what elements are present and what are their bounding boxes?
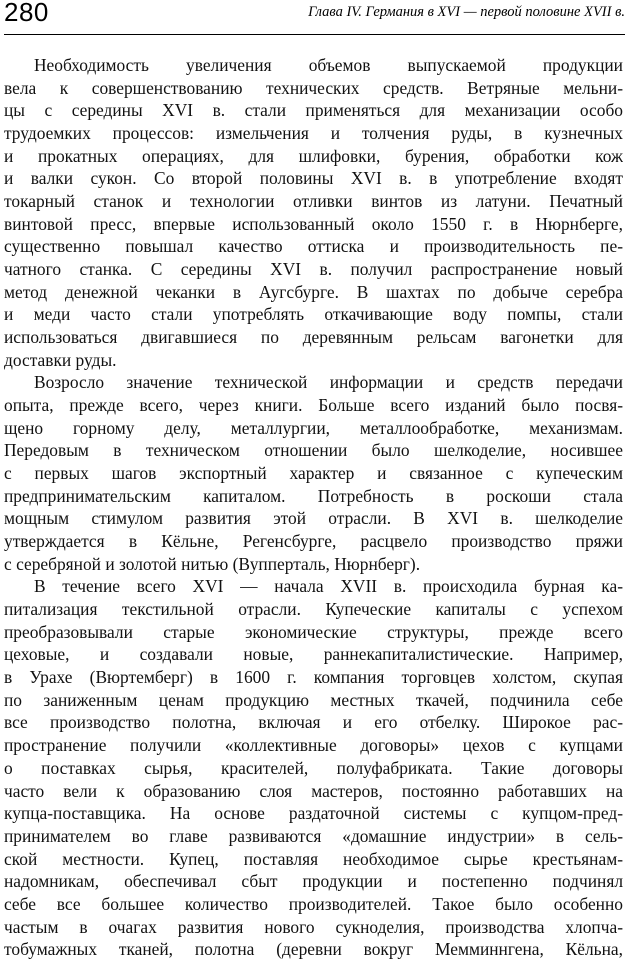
text-line: мощным стимулом развития этой отрасли. В XVI в. шелкоделие <box>4 508 623 529</box>
text-line: купца-поставщика. На основе раздаточной системы с купцом-пред- <box>4 803 623 824</box>
text-line: частым в очагах развития нового сукноделия, производства хлопча- <box>4 916 623 937</box>
text-line: использоваться двигавшиеся по деревянным рельсам вагонетки для <box>4 327 623 348</box>
running-head: Глава IV. Германия в XVI — первой половине XVII в. <box>308 4 625 20</box>
text-line: и прокатных операциях, для шлифовки, бурения, обработки кож <box>4 145 623 166</box>
text-line: питализация текстильной отрасли. Купеческие капиталы с успехом <box>4 599 623 620</box>
text-line: утверждается в Кёльне, Регенсбурге, расцвело производство пряжи <box>4 531 623 552</box>
text-line: вела к совершенствованию технических средств. Ветряные мельни- <box>4 77 623 98</box>
text-line: существенно повышал качество оттиска и производительность пе- <box>4 236 623 257</box>
text-line: пространение получили «коллективные договоры» цехов с купцами <box>4 735 623 756</box>
text-line: себе все большее количество производителей. Такое было особенно <box>4 893 623 914</box>
paragraph <box>4 54 623 371</box>
text-line: принимателем во главе развиваются «домашние индустрии» в сель- <box>4 825 623 846</box>
text-line: Возросло значение технической информации и средств передачи <box>34 372 623 393</box>
text-line: по заниженным ценам продукцию местных ткачей, подчинила себе <box>4 689 623 710</box>
text-line: преобразовывали старые экономические структуры, прежде всего <box>4 621 623 642</box>
text-line: часто вели к образованию слоя мастеров, постоянно работавших на <box>4 780 623 801</box>
text-line: В течение всего XVI — начала XVII в. происходила бурная ка- <box>34 576 623 597</box>
text-line: цеховые, и создавали новые, раннекапиталистические. Например, <box>4 644 623 665</box>
page-header <box>4 0 625 36</box>
text-line: доставки руды. <box>4 349 117 370</box>
text-line: ской местности. Купец, поставляя необходимое сырье крестьянам- <box>4 848 623 869</box>
text-line: винтовой пресс, впервые использованный около 1550 г. в Нюрнберге, <box>4 213 623 234</box>
text-line: метод денежной чеканки в Аугсбурге. В шахтах по добыче серебра <box>4 281 623 302</box>
text-line: Передовым в техническом отношении было шелкоделие, носившее <box>4 440 623 461</box>
paragraph <box>4 575 623 960</box>
page-number: 280 <box>4 0 49 27</box>
text-line: тобумажных тканей, полотна (деревни вокруг Мемминнгена, Кёльна, <box>4 939 623 960</box>
text-line: в Урахе (Вюртемберг) в 1600 г. компания торговцев холстом, скупая <box>4 667 623 688</box>
text-line: с серебряной и золотой нитью (Вупперталь, Нюрнберг). <box>4 553 421 574</box>
body-text <box>4 54 623 961</box>
text-line: чатного станка. С середины XVI в. получил распространение новый <box>4 259 623 280</box>
text-line: токарный станок и технологии отливки винтов из латуни. Печатный <box>4 191 623 212</box>
text-line: и валки сукон. Со второй половины XVI в. в употребление входят <box>4 168 623 189</box>
text-line: о поставках сырья, красителей, полуфабриката. Такие договоры <box>4 757 623 778</box>
text-line: опыта, прежде всего, через книги. Больше всего изданий было посвя- <box>4 395 623 416</box>
text-line: с первых шагов экспортный характер и связанное с купеческим <box>4 463 623 484</box>
text-line: надомникам, обеспечивал сбыт продукции и постепенно подчинял <box>4 871 623 892</box>
text-line: щено горному делу, металлургии, металлообработке, механизмам. <box>4 417 623 438</box>
text-line: цы с середины XVI в. стали применяться для механизации особо <box>4 100 623 121</box>
text-line: и меди часто стали употреблять откачивающие воду помпы, стали <box>4 304 623 325</box>
text-line: Необходимость увеличения объемов выпускаемой продукции <box>34 55 623 75</box>
header-rule <box>4 34 625 35</box>
text-line: все производство полотна, включая и его отбелку. Широкое рас- <box>4 712 623 733</box>
text-line: трудоемких процессов: измельчения и толчения руды, в кузнечных <box>4 123 623 144</box>
text-line: предпринимательским капиталом. Потребность в роскоши стала <box>4 485 623 506</box>
paragraph <box>4 371 623 575</box>
